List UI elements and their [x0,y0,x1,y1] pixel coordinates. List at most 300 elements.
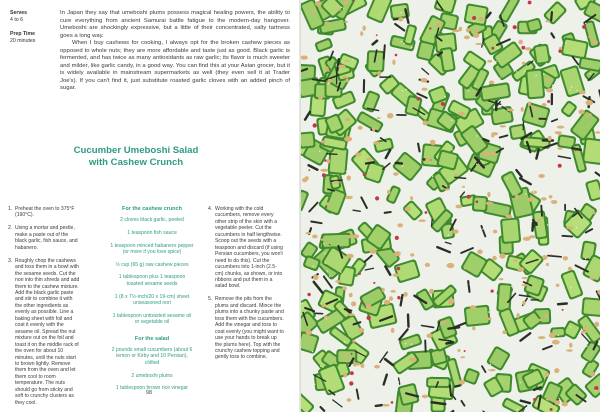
sesame-seed [305,270,306,271]
cashew-crumb [546,20,550,22]
cashew-crumb [306,330,313,335]
plum-fleck [528,1,532,5]
plum-fleck [395,236,399,240]
nori-shred [450,385,451,395]
cashew-crumb [335,280,341,283]
cashew-crumb [566,226,574,229]
sesame-seed [524,71,525,72]
sesame-seed [544,165,545,166]
sesame-seed [512,99,513,100]
intro-paragraph-2: When I buy cashews for cooking, I always opt for the broken cashew pieces as opposed to whole nuts; they are more affordable and taste just as good. Black garlic is fermented, and has twice as many antioxidants as raw garlic; its flavor is much sweeter and milder, like garlic candy, in a good way. You can find this at your Asian grocer, but it is widely available in mainstream supermarkets as well (they even sell it at Trader Joe's). If you can't find it, just substitute roasted garlic cloves with an added pinch of sugar. [60,40,290,92]
cucumber-chunk [496,283,512,313]
cashew-crumb [427,334,433,339]
sesame-seed [312,351,313,352]
sesame-seed [486,35,487,36]
sesame-seed [433,319,434,320]
sesame-seed [533,191,534,192]
plum-fleck [362,302,364,304]
cucumber-chunk [472,195,488,212]
cashew-crumb [344,136,352,141]
cashew-crumb [312,235,318,239]
sesame-seed [326,318,327,319]
cashew-crumb [475,43,483,45]
cashew-crumb [313,275,319,281]
cashew-crumb [404,292,408,297]
cashew-crumb [398,17,403,21]
sesame-seed [557,270,558,271]
sesame-seed [406,89,407,90]
sesame-seed [499,77,500,78]
cashew-crumb [421,88,427,91]
cashew-crumb [499,253,505,258]
cashew-crumb [477,249,483,254]
plum-fleck [575,149,577,151]
cashew-crumb [568,267,572,271]
sesame-seed [488,123,489,124]
cashew-crumb [410,196,413,200]
nori-shred [432,219,433,226]
cashew-crumb [372,126,375,131]
cashew-crumb [447,263,455,268]
sesame-seed [324,253,325,254]
ingredients-list [110,206,194,398]
sesame-seed [325,262,326,263]
sesame-seed [328,83,329,84]
serves-label: Serves [10,10,28,16]
cashew-crumb [352,234,359,238]
step-text: Preheat the oven to 375°F (190°C). [15,206,75,219]
cashew-crumb [457,136,460,139]
sesame-seed [347,225,348,226]
cashew-crumb [473,33,479,38]
cashew-crumb [361,363,365,368]
sesame-seed [368,170,369,171]
nori-shred [551,12,552,20]
plum-fleck [550,408,553,411]
cashew-crumb [489,152,497,155]
sesame-seed [513,310,514,311]
sesame-seed [552,85,553,86]
cucumber-chunk [301,131,316,149]
cashew-crumb [589,277,596,280]
step-text: Remove the pits from the plums and discard. Mince the plums into a chunky paste and toss them with the cucumbers. Add the vinegar and toss to coat evenly (you might want to use your hands to break up the plums here). Top with the crunchy cashew topping and gently toss to combine. [215,296,284,361]
sesame-seed [570,287,571,288]
cashew-crumb [491,132,498,135]
ingredient-item: 1 teaspoon fish sauce [127,230,177,237]
plum-fleck [397,296,400,299]
sesame-seed [579,296,580,297]
ingredient-item: 1 tablespoon plus 1 teaspoon toasted sesame seeds [118,274,186,287]
sesame-seed [488,311,489,312]
cashew-crumb [384,300,391,305]
sesame-seed [458,187,459,188]
cashew-crumb [578,110,584,115]
sesame-seed [525,249,526,250]
cashew-crumb [479,17,484,21]
plum-fleck [322,173,326,177]
salad-photo [301,0,600,412]
cashew-crumb [525,47,532,50]
cucumber-chunk [500,217,521,244]
sesame-seed [326,340,327,341]
cashew-crumb [342,286,347,290]
method-steps-left [8,206,80,412]
method-step [8,225,80,251]
sesame-seed [397,349,398,350]
nori-shred [385,212,391,213]
cashew-crumb [546,88,553,92]
ingredient-item: 1 tablespoon untoasted sesame oil or vegetable oil [112,312,192,326]
cashew-crumb [583,326,589,330]
prep-time-label: Prep Time [10,31,35,38]
cashew-crumb [346,78,349,82]
cashew-crumb [318,96,323,99]
cashew-crumb [488,369,496,371]
sesame-seed [476,164,477,165]
sesame-seed [548,130,549,131]
sesame-seed [468,90,469,91]
method-step [8,258,80,406]
sesame-seed [411,344,412,345]
sesame-seed [354,401,355,402]
cashew-crumb [347,313,354,316]
sesame-seed [400,254,401,255]
cashew-crumb [373,141,380,145]
cashew-crumb [382,404,390,407]
plum-fleck [582,25,586,29]
cashew-crumb [349,293,353,298]
sesame-seed [585,258,586,259]
cashew-crumb [558,133,562,135]
sesame-seed [395,292,396,293]
cashew-crumb [425,263,430,267]
cashew-crumb [358,328,364,333]
cucumber-chunk [525,68,545,99]
sesame-seed [316,71,317,72]
cashew-crumb [459,27,463,31]
sesame-seed [402,382,403,383]
cashew-crumb [302,178,307,182]
sesame-seed [404,43,405,44]
sesame-seed [319,278,320,279]
cashew-crumb [327,79,331,84]
cashew-crumb [444,188,450,190]
sesame-seed [405,343,406,344]
cashew-crumb [343,373,347,378]
sesame-seed [428,384,429,385]
sesame-seed [598,209,599,210]
ingredient-item: 2 umeboshi plums [131,372,173,379]
cashew-crumb [489,81,494,85]
ingredient-item: 2 pounds small cucumbers (about 6 lemon or Kirby and 10 Persian), chilled [111,347,193,366]
sesame-seed [566,42,567,43]
cashew-crumb [363,26,366,31]
cashew-crumb [397,223,403,227]
sesame-seed [530,225,531,226]
sesame-seed [319,151,320,152]
sesame-seed [386,193,387,194]
step-number: 2. [8,225,13,232]
sesame-seed [540,355,541,356]
plum-fleck [307,293,310,296]
nori-shred [396,163,402,164]
nori-shred [376,405,382,406]
cashew-crumb [462,186,465,188]
serves-value: 4 to 6 [10,16,23,23]
plum-fleck [562,309,564,311]
plum-fleck [551,255,553,257]
cashew-crumb [519,40,523,45]
sesame-seed [490,364,491,365]
nori-shred [345,309,352,310]
cashew-crumb [374,365,380,369]
sesame-seed [595,390,596,391]
cashew-crumb [588,36,593,38]
cashew-crumb [554,400,560,405]
nori-shred [425,340,426,351]
sesame-seed [576,90,577,91]
cashew-crumb [343,0,348,4]
plum-fleck [349,381,353,385]
cashew-crumb [554,368,559,373]
plum-fleck [359,273,361,275]
sesame-seed [478,240,479,241]
ingredient-item: 1 (8 x 7½-inch/20 x 19-cm) sheet unseasoned nori [114,293,190,307]
sesame-seed [444,96,445,97]
cashew-crumb [409,358,416,362]
sesame-seed [546,63,547,64]
sesame-seed [428,249,429,250]
plum-fleck [476,200,479,203]
sesame-seed [464,226,465,227]
nori-shred [455,385,460,386]
sesame-seed [386,128,387,129]
cashew-crumb [487,192,490,197]
plum-fleck [558,164,562,168]
cashew-crumb [543,315,548,318]
cashew-crumb [547,78,551,82]
cashew-crumb [366,158,372,161]
sesame-seed [323,243,324,244]
recipe-title-line-1: Cucumber Umeboshi Salad [73,145,199,156]
sesame-seed [306,363,307,364]
cashew-crumb [325,67,329,72]
cashew-crumb [486,317,492,320]
cashew-crumb [392,59,395,65]
plum-fleck [351,353,353,355]
cashew-crumb [337,9,341,12]
cashew-crumb [556,284,560,287]
cashew-crumb [528,101,531,106]
cashew-crumb [405,207,411,212]
sesame-seed [309,118,310,119]
cashew-crumb [448,301,454,304]
plum-fleck [521,46,525,50]
nori-shred [327,154,337,155]
sesame-seed [343,8,344,9]
sesame-seed [451,120,452,121]
sesame-seed [577,195,578,196]
sesame-seed [547,224,548,225]
cashew-crumb [544,372,549,376]
sesame-seed [579,241,580,242]
cashew-crumb [418,219,425,222]
sesame-seed [450,74,451,75]
plum-fleck [441,102,445,106]
plum-fleck [594,386,598,390]
cashew-crumb [342,76,349,79]
cashew-crumb [347,175,351,180]
cashew-crumb [425,158,431,162]
cashew-crumb [348,235,352,238]
sesame-seed [440,195,441,196]
sesame-seed [566,20,567,21]
step-text: Roughly chop the cashews and toss them in a bowl with the sesame seeds. Cut the nori into thin shreds and add them to the cashew mixture. Add the black garlic paste and stir to combine it with the other ingredients as evenly as possible. Line a baking sheet with foil and coat it evenly with the sesame oil. Spread the nut mixture out on the foil and toast it on the middle rack of the oven for about 10 minutes, until the nuts start to brown lightly. Remove them from the oven and let them cool to room temperature. The nuts should go from sticky and soft to crunchy clusters as they cool. [15,257,80,406]
sesame-seed [409,81,410,82]
cashew-crumb [429,289,434,294]
sesame-seed [448,234,449,235]
sesame-seed [517,409,518,410]
sesame-seed [387,202,388,203]
sesame-seed [590,73,591,74]
cashew-crumb [352,340,355,343]
cashew-crumb [393,172,399,175]
plum-fleck [464,350,466,352]
cashew-crumb [464,267,467,269]
cashew-crumb [464,36,470,40]
cashew-crumb [483,151,489,156]
cashew-crumb [366,304,372,309]
nori-shred [572,148,580,150]
cashew-crumb [507,109,514,112]
sesame-seed [444,316,445,317]
sesame-seed [490,369,491,370]
cashew-crumb [492,256,497,261]
cashew-crumb [377,117,381,119]
sesame-seed [571,405,572,406]
cashew-crumb [322,303,327,307]
sesame-seed [398,381,399,382]
cashew-crumb [306,232,311,234]
cashew-crumb [546,398,553,400]
sesame-seed [504,138,505,139]
cashew-crumb [551,200,558,204]
sesame-seed [459,220,460,221]
cashew-crumb [315,1,322,6]
ingredient-item: ½ cup (65 g) raw cashew pieces [115,261,189,268]
cashew-crumb [454,174,458,176]
plum-fleck [547,100,550,103]
cashew-crumb [474,28,478,32]
right-page-photo [301,0,600,412]
sesame-seed [469,284,470,285]
sesame-seed [384,72,385,73]
cashew-crumb [542,255,547,260]
plum-fleck [395,54,398,57]
nori-shred [432,402,446,404]
cashew-crumb [344,60,349,62]
cashew-crumb [521,107,524,112]
cashew-crumb [345,360,350,363]
cashew-crumb [320,169,328,172]
cashew-crumb [393,274,400,277]
cashew-crumb [521,277,528,279]
cashew-crumb [312,8,315,13]
sesame-seed [463,355,464,356]
sesame-seed [369,130,370,131]
sesame-seed [320,366,321,367]
cucumber-chunk [533,43,551,65]
sesame-seed [597,115,598,116]
sesame-seed [586,361,587,362]
nori-shred [447,342,453,343]
cashew-crumb [440,321,447,324]
sesame-seed [495,61,496,62]
sesame-seed [550,208,551,209]
cashew-crumb [344,21,347,23]
cashew-crumb [354,363,360,366]
cashew-crumb [569,343,572,348]
cashew-crumb [528,197,534,201]
sesame-seed [583,173,584,174]
plum-fleck [363,173,366,176]
plum-fleck [329,244,331,246]
nori-shred [558,304,567,305]
cashew-crumb [430,140,436,145]
sesame-seed [585,23,586,24]
cucumber-chunk [321,233,351,249]
plum-fleck [391,401,394,404]
cashew-crumb [486,202,494,206]
cashew-crumb [502,330,506,334]
nori-shred [468,281,469,292]
cashew-crumb [455,205,462,209]
cashew-crumb [458,112,465,116]
nori-shred [448,327,459,328]
recipe-intro [60,10,290,93]
nori-shred [408,315,409,327]
sesame-seed [329,276,330,277]
cashew-crumb [538,336,545,339]
cucumber-chunk [581,297,600,318]
cashew-crumb [459,380,465,385]
sesame-seed [340,271,341,272]
cashew-crumb [321,140,326,143]
plum-fleck [491,290,494,293]
sesame-seed [497,47,498,48]
cashew-crumb [542,103,547,107]
cashew-crumb [515,194,519,199]
nori-shred [541,206,542,216]
sesame-seed [402,166,403,167]
cashew-crumb [324,22,330,24]
cashew-crumb [345,118,350,122]
cashew-crumb [461,356,466,358]
cashew-crumb [493,230,497,234]
sesame-seed [588,92,589,93]
sesame-seed [401,41,402,42]
cashew-crumb [420,78,427,83]
sesame-seed [361,217,362,218]
sesame-seed [451,149,452,150]
plum-fleck [373,282,375,284]
sesame-seed [576,227,577,228]
plum-fleck [375,196,379,200]
cashew-crumb [369,249,377,253]
cashew-crumb [581,331,587,334]
plum-fleck [417,97,421,101]
cashew-crumb [391,328,395,333]
